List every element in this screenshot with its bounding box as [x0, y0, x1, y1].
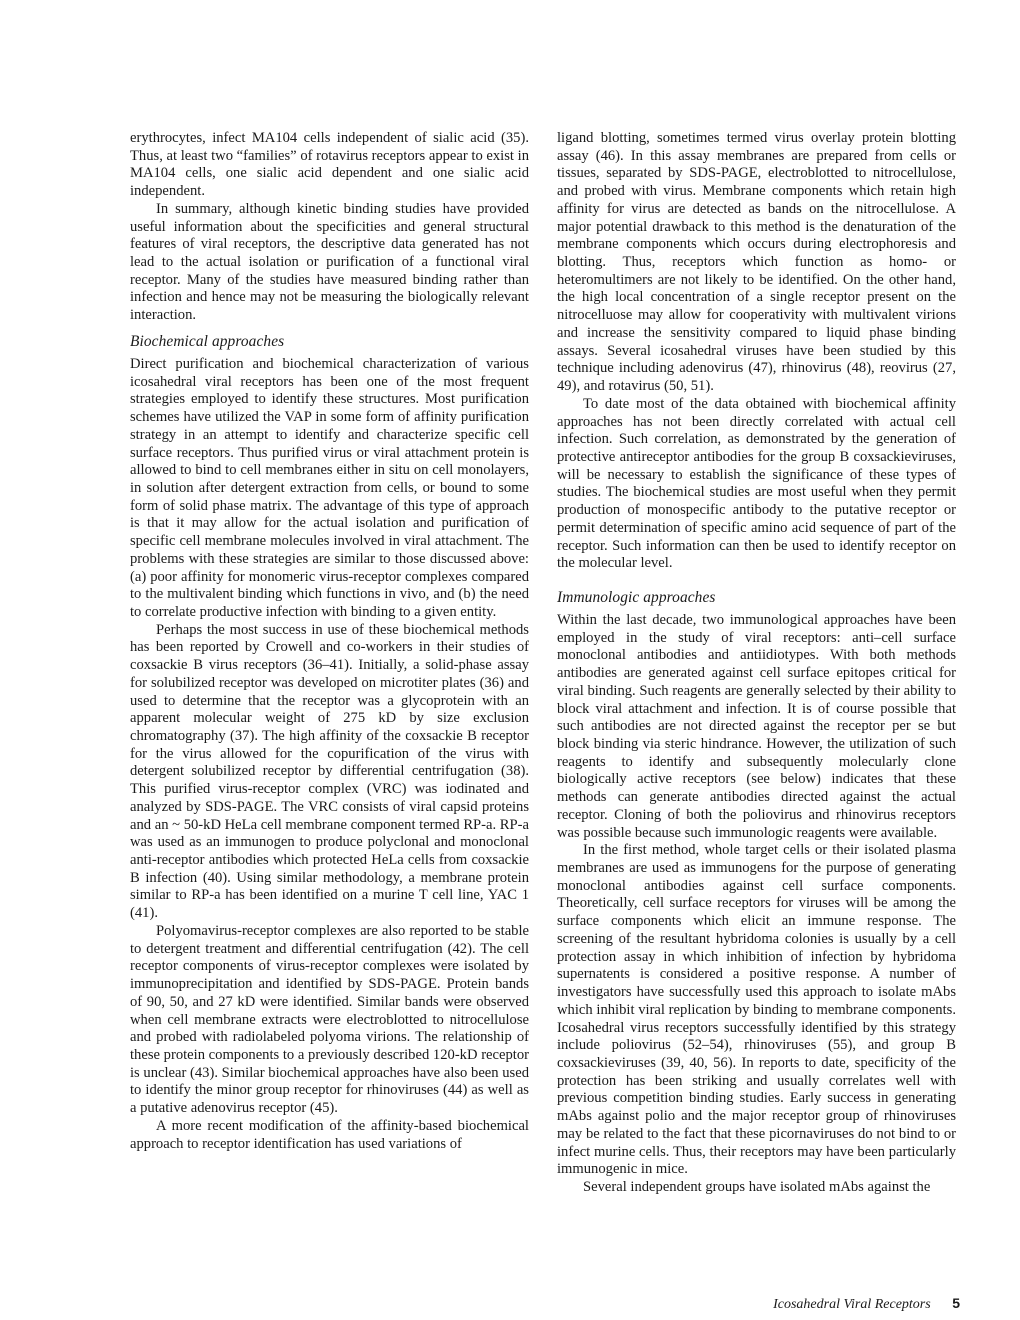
page-footer: [773, 1294, 960, 1314]
paragraph-summary: In summary, although kinetic binding studies have provided useful information about the specificities and general structural features of viral receptors, the descriptive data generated has not lead to the actual isolation or purification of a functional viral receptor. Many of the studies have measured binding rather than infection and hence may not be measuring the biologically relevant interaction.: [130, 200, 529, 324]
left-column: [130, 130, 529, 1153]
paragraph-coxsackie-b-receptor: Perhaps the most success in use of these biochemical methods has been reported by Crowell and co-workers in their studies of coxsackie B virus receptors (36–41). Initially, a solid-phase assay for solubilized receptor was developed on microtiter plates (36) and used to determine that the receptor was a glycoprotein with an apparent molecular weight of 275 kD by size exclusion chromatography (37). The high affinity of the coxsackie B receptor for the virus allowed for the copurification of the virus with detergent solubilized receptor by differential centrifugation (38). This purified virus-receptor complex (VRC) was iodinated and analyzed by SDS-PAGE. The VRC consists of viral capsid proteins and an ~ 50-kD HeLa cell membrane component termed RP-a. RP-a was used as an immunogen to produce polyclonal and monoclonal anti-receptor antibodies which protected HeLa cells from coxsackie B infection (40). Using similar methodology, a membrane protein similar to RP-a has been identified on a murine T cell line, YAC 1 (41).: [130, 621, 529, 922]
paragraph-independent-groups: Several independent groups have isolated mAbs against the: [583, 1178, 931, 1195]
right-column: [557, 130, 956, 1197]
paragraph-biochemical-correlation: To date most of the data obtained with biochemical affinity approaches has not been directly correlated with actual cell infection. Such correlation, as demonstrated by the generation of protective antireceptor antibodies for the group B coxsackieviruses, will be necessary to establish the significance of these types of studies. The biochemical studies are most useful when they permit production of monospecific antibody to the putative receptor or permit determination of specific amino acid sequence of part of the receptor. Such information can then be used to identify receptor on the molecular level.: [557, 395, 956, 572]
section-heading-immunologic-approaches: Immunologic approaches: [557, 588, 716, 606]
paragraph-polyomavirus-receptor: Polyomavirus-receptor complexes are also reported to be stable to detergent treatment and differential centrifugation (42). The cell receptor components of virus-receptor complexes were isolated by immunoprecipitation and identified by SDS-PAGE. Protein bands of 90, 50, and 27 kD were identified. Similar bands were observed when cell membrane extracts were electroblotted to nitrocellulose and probed with radiolabeled polyoma virions. The relationship of these protein components to a previously described 120-kD receptor is unclear (43). Similar biochemical approaches have also been used to identify the minor group receptor for rhinoviruses (44) as well as a putative adenovirus receptor (45).: [130, 922, 529, 1117]
page-number: 5: [952, 1295, 960, 1311]
section-heading-biochemical-approaches: Biochemical approaches: [130, 332, 285, 350]
paragraph-monoclonal-method: In the first method, whole target cells or their isolated plasma membranes are used as immunogens for the purpose of generating monoclonal antibodies against cell surface components. Theoretically, cell surface receptors for viruses will be among the surface components which elicit an immune response. The screening of the resultant hybridoma colonies is usually by a cell protection assay in which inhibition of infection by hybridoma supernatents is considered a positive response. A number of investigators have successfully used this approach to isolate mAbs which inhibit viral replication by binding to membrane components. Icosahedral virus receptors successfully identified by this strategy include poliovirus (52–54), rhinoviruses (55), and group B coxsackieviruses (39, 40, 56). In reports to date, specificity of the protection has been striking and usually correlates well with previous competition binding studies. Early success in generating mAbs against polio and the major receptor group of rhinoviruses may be related to the fact that these picornaviruses do not bind to or infect murine cells. Thus, their receptors may have been particularly immunogenic in mice.: [557, 842, 956, 1178]
paragraph-immunological-approaches: Within the last decade, two immunological approaches have been employed in the study of viral receptors: anti–cell surface monoclonal antibodies and antiidiotypes. With both methods antibodies are generated against cell surface epitopes critical for viral binding. Such reagents are generally selected by their ability to block viral attachment and infection. It is of course possible that such antibodies are not directed against the receptor per se but block binding via steric hindrance. However, the utilization of such reagents to identify and subsequently molecularly clone biologically active receptors (see below) indicates that these methods can generate antibodies directed against the actual receptor. Cloning of both the poliovirus and rhinovirus receptors was possible because such immunologic reagents were available.: [557, 611, 956, 841]
paragraph-rotavirus-receptors: erythrocytes, infect MA104 cells independent of sialic acid (35). Thus, at least two “families” of rotavirus receptors appear to exist in MA104 cells, one sialic acid dependent and one sialic acid independent.: [130, 130, 529, 200]
paragraph-direct-purification: Direct purification and biochemical characterization of various icosahedral viral receptors has been one of the most frequent strategies employed to identify these structures. Most purification schemes have utilized the VAP in some form of affinity purification strategy in an attempt to identify and characterize specific cell surface receptors. Thus purified virus or viral attachment protein is allowed to bind to cell membranes either in situ on cell monolayers, in solution after detergent extraction from cells, or bound to some form of solid phase matrix. The advantage of this type of approach is that it may allow for the actual isolation and purification of specific cell membrane molecules involved in viral attachment. The problems with these strategies are similar to those discussed above: (a) poor affinity for monomeric virus-receptor complexes compared to the multivalent binding which functions in vivo, and (b) the need to correlate productive infection with binding to a given entity.: [130, 355, 529, 620]
paragraph-affinity-modification: A more recent modification of the affinity-based biochemical approach to receptor identification has used variations of: [130, 1117, 529, 1152]
running-title: Icosahedral Viral Receptors: [773, 1297, 931, 1312]
section-spacer: [557, 573, 956, 581]
paragraph-ligand-blotting: ligand blotting, sometimes termed virus overlay protein blotting assay (46). In this assay membranes are prepared from cells or tissues, separated by SDS-PAGE, electroblotted to nitrocellulose, and probed with virus. Membrane components which retain high affinity for virus are detected as bands on the nitrocellulose. A major potential drawback to this method is the denaturation of the membrane components which occurs during electrophoresis and blotting. Thus, receptors which function as homo- or heteromultimers are not likely to be identified. On the other hand, the high local concentration of a single receptor present on the nitrocelluose may allow for cooperativity with multivalent virions and increase the sensitivity compared to liquid phase binding assays. Several icosahedral viruses have been studied by this technique including adenovirus (47), rhinovirus (48), reovirus (27, 49), and rotavirus (50, 51).: [557, 130, 956, 395]
